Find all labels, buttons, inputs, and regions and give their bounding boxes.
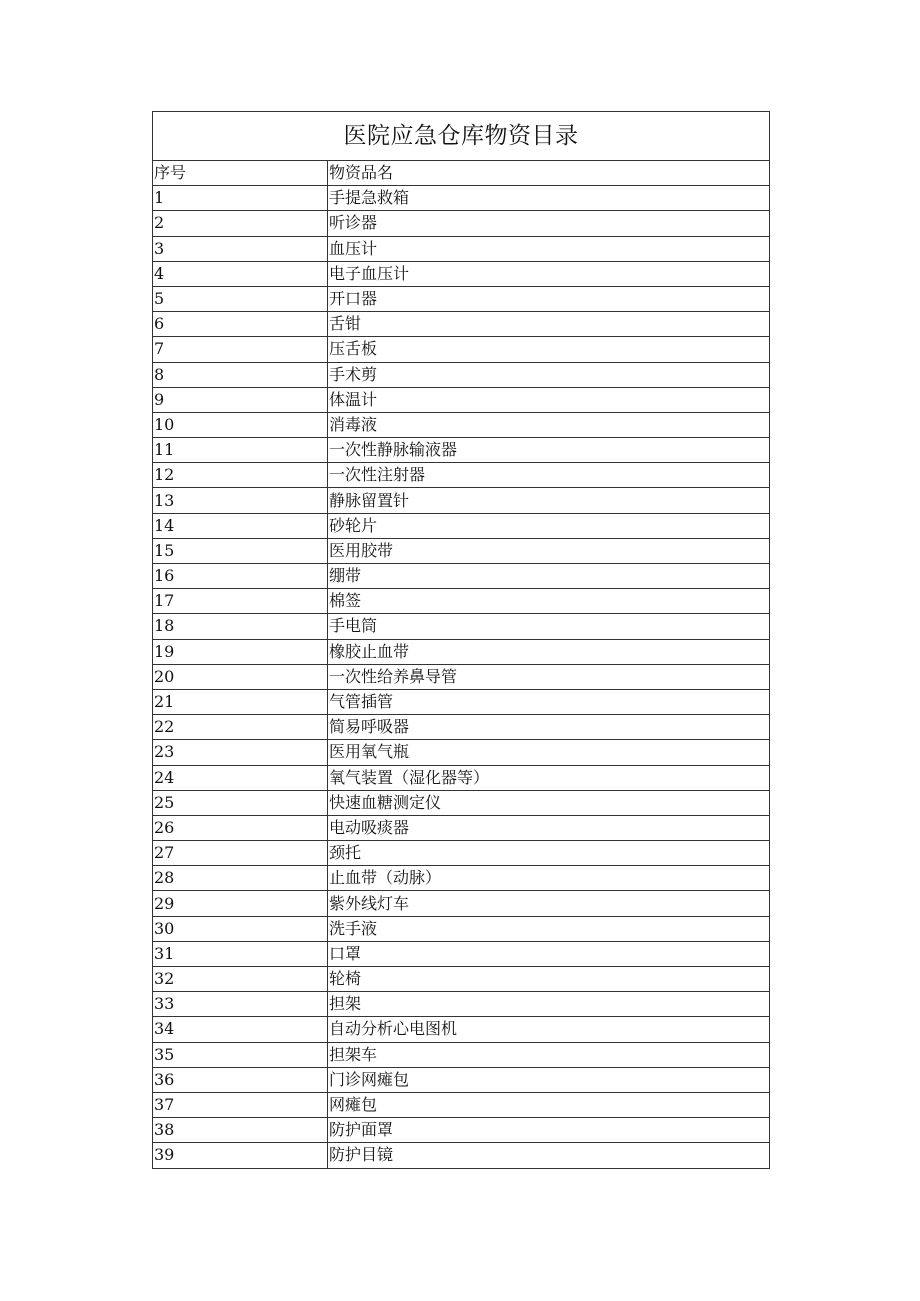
row-item-name: 氧气装置（湿化器等）	[328, 765, 770, 790]
header-row	[153, 161, 770, 186]
header-name: 物资品名	[328, 161, 770, 186]
table-row	[153, 589, 770, 614]
row-item-name: 手术剪	[328, 362, 770, 387]
table-row	[153, 186, 770, 211]
row-seq: 11	[153, 438, 328, 463]
row-item-name: 简易呼吸器	[328, 715, 770, 740]
table-row	[153, 488, 770, 513]
row-item-name: 棉签	[328, 589, 770, 614]
table-row	[153, 740, 770, 765]
table-row	[153, 1042, 770, 1067]
row-item-name: 手提急救箱	[328, 186, 770, 211]
row-item-name: 消毒液	[328, 412, 770, 437]
table-row	[153, 1017, 770, 1042]
row-seq: 24	[153, 765, 328, 790]
row-seq: 26	[153, 815, 328, 840]
row-item-name: 听诊器	[328, 211, 770, 236]
table-row	[153, 1118, 770, 1143]
row-seq: 5	[153, 286, 328, 311]
row-item-name: 气管插管	[328, 689, 770, 714]
row-seq: 32	[153, 967, 328, 992]
row-item-name: 门诊网瘫包	[328, 1067, 770, 1092]
row-item-name: 血压计	[328, 236, 770, 261]
row-item-name: 担架	[328, 992, 770, 1017]
row-seq: 6	[153, 312, 328, 337]
table-row	[153, 689, 770, 714]
row-item-name: 一次性给养鼻导管	[328, 664, 770, 689]
table-row	[153, 312, 770, 337]
row-seq: 7	[153, 337, 328, 362]
table-row	[153, 639, 770, 664]
row-seq: 17	[153, 589, 328, 614]
row-item-name: 担架车	[328, 1042, 770, 1067]
row-seq: 18	[153, 614, 328, 639]
table-row	[153, 387, 770, 412]
row-seq: 2	[153, 211, 328, 236]
row-item-name: 医用胶带	[328, 538, 770, 563]
row-item-name: 电动吸痰器	[328, 815, 770, 840]
row-seq: 1	[153, 186, 328, 211]
row-seq: 34	[153, 1017, 328, 1042]
table-row	[153, 891, 770, 916]
row-seq: 29	[153, 891, 328, 916]
row-item-name: 网瘫包	[328, 1092, 770, 1117]
table-row	[153, 538, 770, 563]
row-seq: 21	[153, 689, 328, 714]
table-row	[153, 841, 770, 866]
row-seq: 31	[153, 941, 328, 966]
table-row	[153, 715, 770, 740]
title-row	[153, 112, 770, 161]
row-item-name: 紫外线灯车	[328, 891, 770, 916]
row-item-name: 轮椅	[328, 967, 770, 992]
row-item-name: 压舌板	[328, 337, 770, 362]
row-item-name: 防护面罩	[328, 1118, 770, 1143]
row-item-name: 一次性静脉输液器	[328, 438, 770, 463]
row-seq: 33	[153, 992, 328, 1017]
row-seq: 35	[153, 1042, 328, 1067]
row-seq: 37	[153, 1092, 328, 1117]
row-seq: 25	[153, 790, 328, 815]
table-row	[153, 992, 770, 1017]
table-row	[153, 337, 770, 362]
row-seq: 23	[153, 740, 328, 765]
table-row	[153, 866, 770, 891]
row-seq: 14	[153, 513, 328, 538]
row-seq: 13	[153, 488, 328, 513]
row-item-name: 口罩	[328, 941, 770, 966]
table-row	[153, 664, 770, 689]
row-item-name: 手电筒	[328, 614, 770, 639]
table-row	[153, 967, 770, 992]
table-row	[153, 916, 770, 941]
row-item-name: 砂轮片	[328, 513, 770, 538]
row-item-name: 颈托	[328, 841, 770, 866]
row-seq: 3	[153, 236, 328, 261]
document-title: 医院应急仓库物资目录	[153, 112, 770, 161]
table-row	[153, 362, 770, 387]
row-item-name: 医用氧气瓶	[328, 740, 770, 765]
row-item-name: 开口器	[328, 286, 770, 311]
row-item-name: 静脉留置针	[328, 488, 770, 513]
row-seq: 4	[153, 261, 328, 286]
table-row	[153, 941, 770, 966]
row-item-name: 一次性注射器	[328, 463, 770, 488]
table-row	[153, 1143, 770, 1168]
table-row	[153, 463, 770, 488]
supply-catalog-table	[152, 111, 770, 1169]
table-row	[153, 438, 770, 463]
row-seq: 39	[153, 1143, 328, 1168]
row-seq: 12	[153, 463, 328, 488]
row-seq: 36	[153, 1067, 328, 1092]
table-row	[153, 614, 770, 639]
table-row	[153, 261, 770, 286]
row-seq: 28	[153, 866, 328, 891]
table-row	[153, 564, 770, 589]
row-seq: 22	[153, 715, 328, 740]
row-seq: 19	[153, 639, 328, 664]
row-item-name: 电子血压计	[328, 261, 770, 286]
row-item-name: 快速血糖测定仪	[328, 790, 770, 815]
row-seq: 15	[153, 538, 328, 563]
row-item-name: 绷带	[328, 564, 770, 589]
table-row	[153, 286, 770, 311]
row-item-name: 止血带（动脉）	[328, 866, 770, 891]
row-seq: 30	[153, 916, 328, 941]
table-row	[153, 1092, 770, 1117]
table-row	[153, 1067, 770, 1092]
table-row	[153, 236, 770, 261]
row-item-name: 体温计	[328, 387, 770, 412]
row-item-name: 舌钳	[328, 312, 770, 337]
row-item-name: 洗手液	[328, 916, 770, 941]
row-seq: 16	[153, 564, 328, 589]
row-seq: 38	[153, 1118, 328, 1143]
table-row	[153, 815, 770, 840]
row-item-name: 橡胶止血带	[328, 639, 770, 664]
row-item-name: 防护目镜	[328, 1143, 770, 1168]
row-seq: 8	[153, 362, 328, 387]
document-page	[152, 111, 769, 1169]
table-row	[153, 790, 770, 815]
table-row	[153, 765, 770, 790]
row-item-name: 自动分析心电图机	[328, 1017, 770, 1042]
table-row	[153, 412, 770, 437]
row-seq: 10	[153, 412, 328, 437]
row-seq: 20	[153, 664, 328, 689]
table-row	[153, 211, 770, 236]
table-body	[153, 112, 770, 1169]
header-seq: 序号	[153, 161, 328, 186]
row-seq: 27	[153, 841, 328, 866]
row-seq: 9	[153, 387, 328, 412]
table-row	[153, 513, 770, 538]
